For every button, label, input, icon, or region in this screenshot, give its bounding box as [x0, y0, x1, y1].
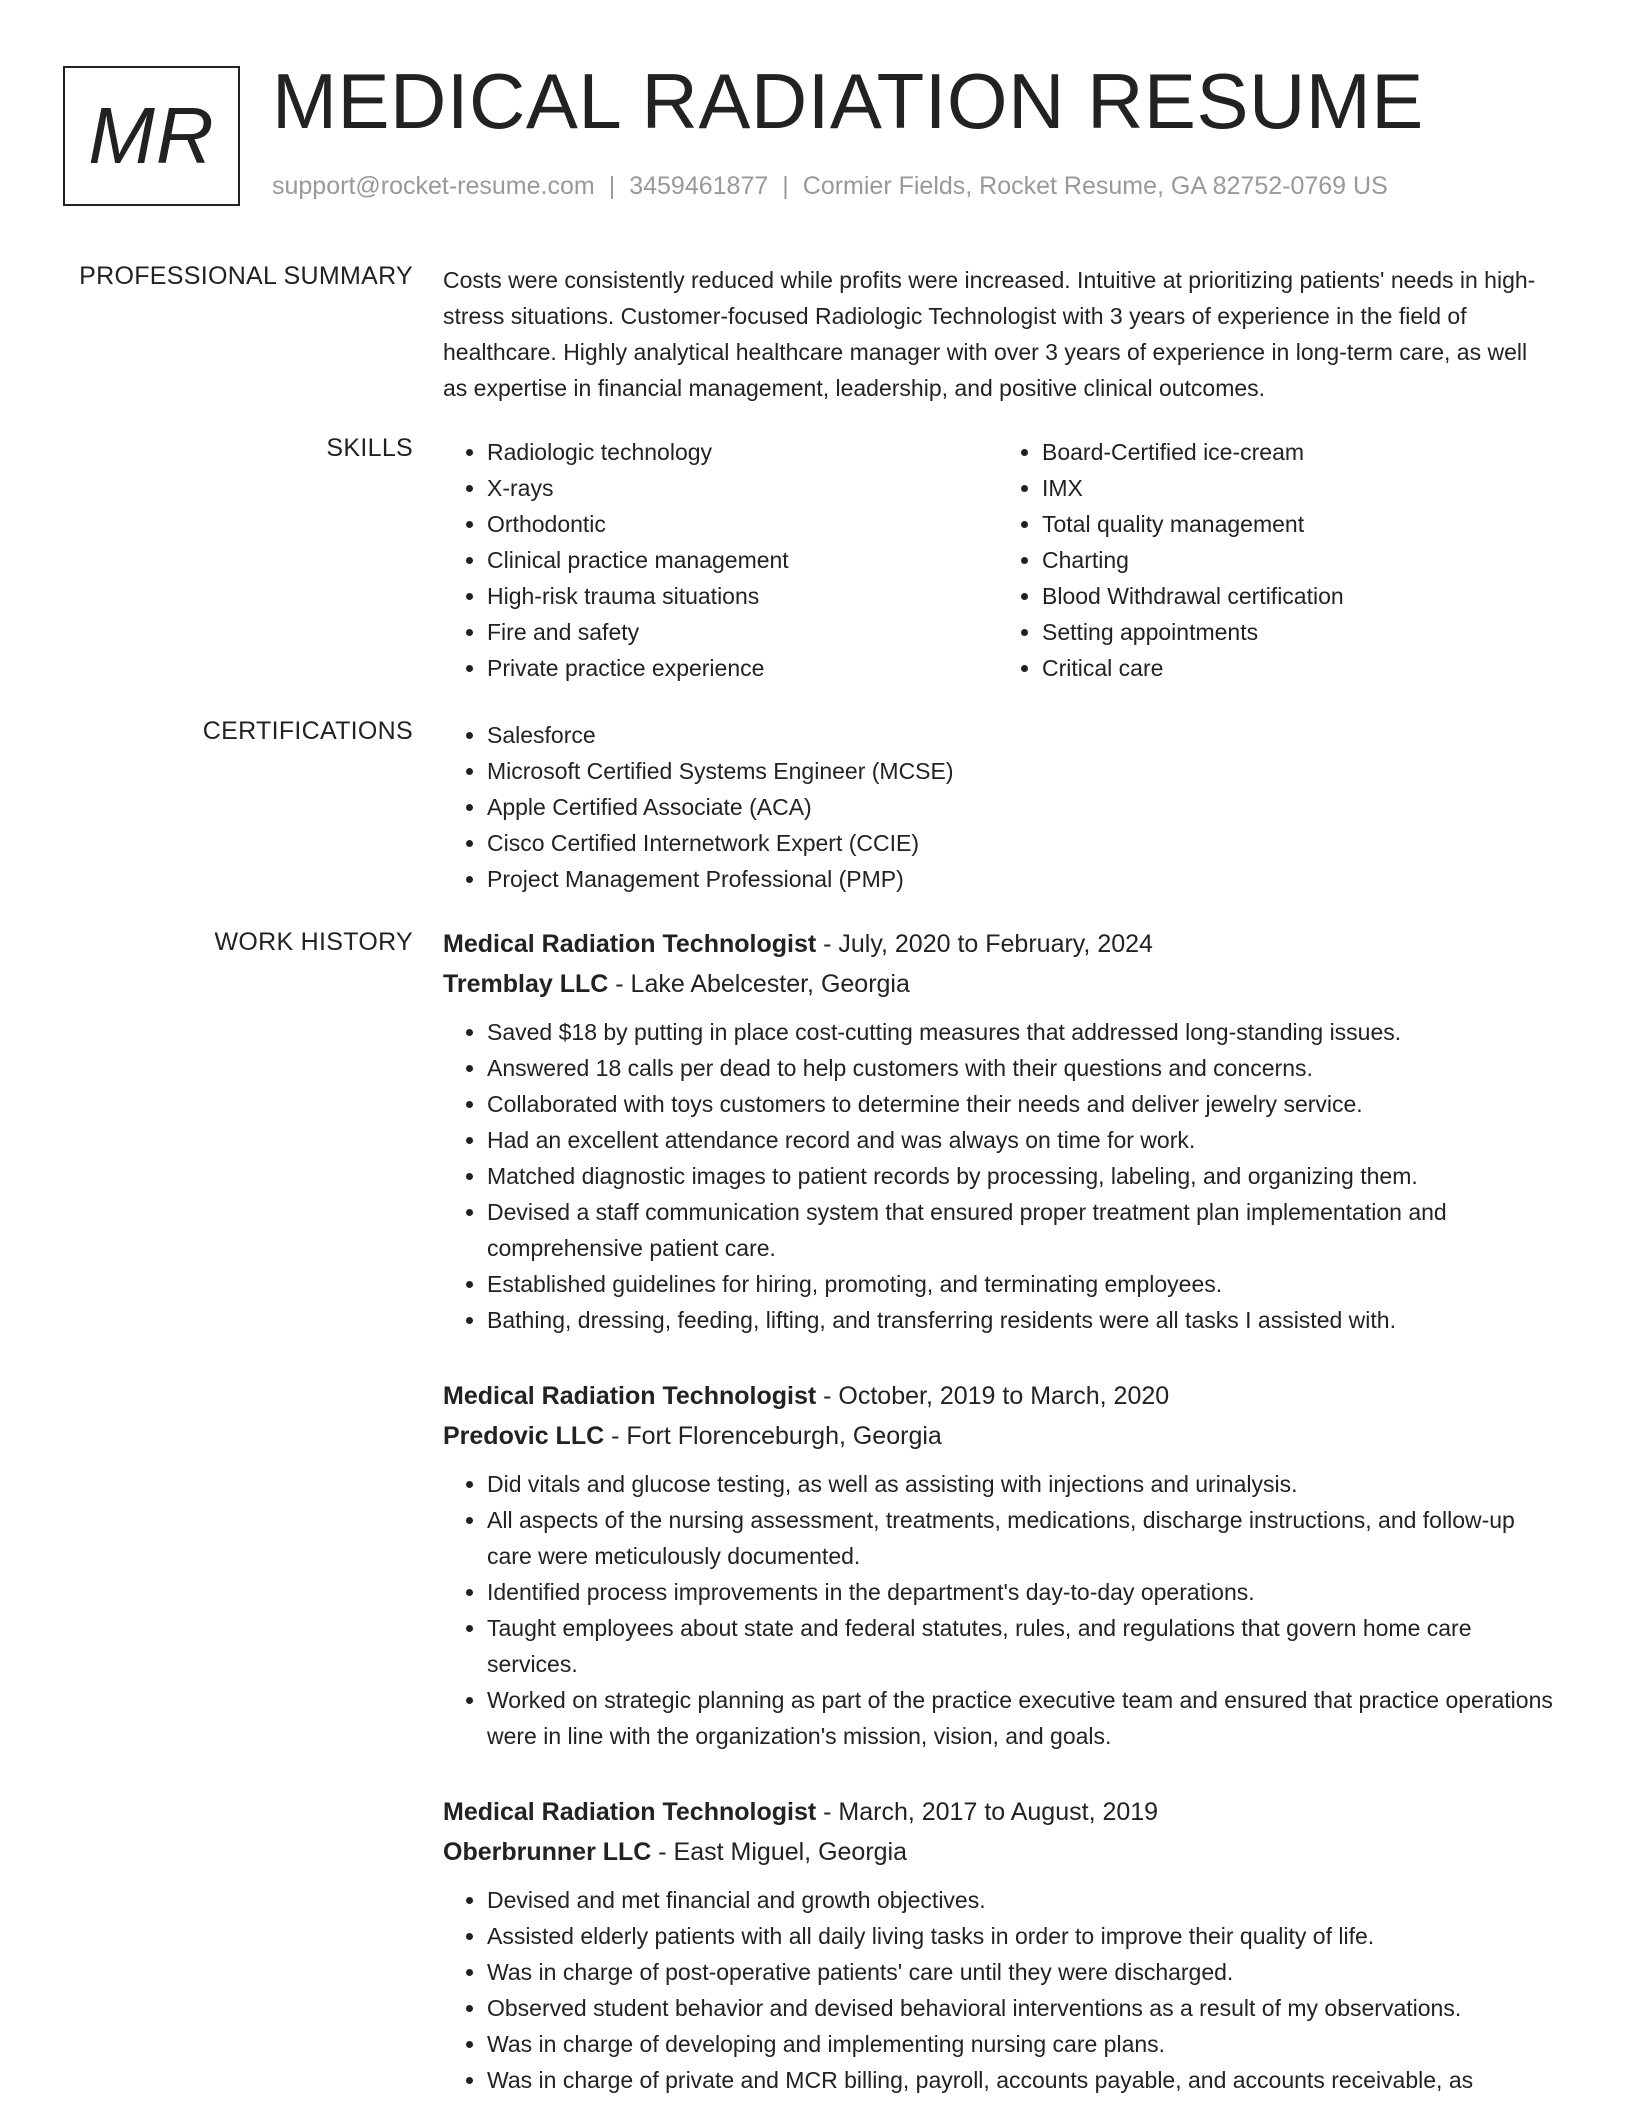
job-location: - East Miguel, Georgia [651, 1838, 908, 1866]
contact-line [272, 172, 1388, 201]
certifications-body [443, 717, 1553, 897]
job-duty-item: • Matched diagnostic images to patient records by processing, labeling, and organizing them. [487, 1158, 1553, 1194]
job-company-line [443, 1832, 1553, 1872]
section-label-skills: SKILLS [326, 434, 413, 462]
job-dates: - October, 2019 to March, 2020 [816, 1382, 1170, 1410]
section-label-summary: PROFESSIONAL SUMMARY [79, 262, 413, 290]
skill-item: • Charting [1042, 542, 1553, 578]
work-history-body [443, 924, 1553, 2098]
certification-item: • Microsoft Certified Systems Engineer (MCSE) [487, 753, 1553, 789]
job-role: Medical Radiation Technologist [443, 1382, 817, 1410]
job-duty-item: • Was in charge of private and MCR billing, payroll, accounts payable, and accounts receivable, as [487, 2062, 1553, 2098]
summary-text: Costs were consistently reduced while profits were increased. Intuitive at prioritizing patients' needs in high-stress situations. Customer-focused Radiologic Technologist with 3 years of experience in the field of healthcare. Highly analytical healthcare manager with over 3 years of experience in long-term care, as well as expertise in financial management, leadership, and positive clinical outcomes. [443, 267, 1536, 401]
job-company: Predovic LLC [443, 1422, 605, 1450]
certifications-list [443, 717, 1553, 897]
job-duty-item: • Taught employees about state and federal statutes, rules, and regulations that govern home care services. [487, 1610, 1553, 1682]
job-location: - Fort Florenceburgh, Georgia [604, 1422, 942, 1450]
skill-item: • High-risk trauma situations [487, 578, 998, 614]
job-duty-item: • All aspects of the nursing assessment, treatments, medications, discharge instructions, and follow-up care were meticulously documented. [487, 1502, 1553, 1574]
contact-phone: 3459461877 [629, 172, 769, 200]
skill-item: • Total quality management [1042, 506, 1553, 542]
job-duty-item: • Collaborated with toys customers to determine their needs and deliver jewelry service. [487, 1086, 1553, 1122]
job-duty-item: • Identified process improvements in the department's day-to-day operations. [487, 1574, 1553, 1610]
section-label-work-history: WORK HISTORY [214, 928, 413, 956]
job-duty-item: • Established guidelines for hiring, promoting, and terminating employees. [487, 1266, 1553, 1302]
monogram-initials: MR [88, 91, 215, 180]
contact-email: support@rocket-resume.com [272, 172, 595, 200]
job-location: - Lake Abelcester, Georgia [608, 970, 910, 998]
skills-body [443, 434, 1553, 686]
job-duty-item: • Answered 18 calls per dead to help customers with their questions and concerns. [487, 1050, 1553, 1086]
job-company: Tremblay LLC [443, 970, 609, 998]
job-company: Oberbrunner LLC [443, 1838, 652, 1866]
job-company-line [443, 964, 1553, 1004]
certification-item: • Project Management Professional (PMP) [487, 861, 1553, 897]
job-dates: - July, 2020 to February, 2024 [816, 930, 1153, 958]
job-duty-item: • Devised and met financial and growth objectives. [487, 1882, 1553, 1918]
job-duty-item: • Assisted elderly patients with all daily living tasks in order to improve their quality of life. [487, 1918, 1553, 1954]
job-duties-list [443, 1014, 1553, 1338]
skill-item: • Clinical practice management [487, 542, 998, 578]
skill-item: • Blood Withdrawal certification [1042, 578, 1553, 614]
job-entry [443, 1792, 1553, 2098]
skill-item: • Radiologic technology [487, 434, 998, 470]
job-title-line [443, 1376, 1553, 1416]
contact-separator: | [782, 172, 789, 200]
job-entry [443, 924, 1553, 1338]
skill-item: • Fire and safety [487, 614, 998, 650]
skill-item: • Board-Certified ice-cream [1042, 434, 1553, 470]
job-duty-item: • Was in charge of post-operative patients' care until they were discharged. [487, 1954, 1553, 1990]
job-company-line [443, 1416, 1553, 1456]
skill-item: • Setting appointments [1042, 614, 1553, 650]
job-duty-item: • Was in charge of developing and implementing nursing care plans. [487, 2026, 1553, 2062]
job-role: Medical Radiation Technologist [443, 930, 817, 958]
job-dates: - March, 2017 to August, 2019 [816, 1798, 1159, 1826]
job-role: Medical Radiation Technologist [443, 1798, 817, 1826]
skills-list-left [443, 434, 998, 686]
job-duty-item: • Devised a staff communication system that ensured proper treatment plan implementation and comprehensive patient care. [487, 1194, 1553, 1266]
skills-list-right [998, 434, 1553, 686]
job-title-line [443, 1792, 1553, 1832]
certification-item: • Salesforce [487, 717, 1553, 753]
contact-address: Cormier Fields, Rocket Resume, GA 82752-0769 US [802, 172, 1388, 200]
summary-body [443, 262, 1553, 406]
job-duties-list [443, 1882, 1553, 2098]
contact-separator: | [608, 172, 616, 200]
job-entry [443, 1376, 1553, 1754]
job-title-line [443, 924, 1553, 964]
job-duty-item: • Did vitals and glucose testing, as well as assisting with injections and urinalysis. [487, 1466, 1553, 1502]
skill-item: • Orthodontic [487, 506, 998, 542]
job-duty-item: • Bathing, dressing, feeding, lifting, and transferring residents were all tasks I assisted with. [487, 1302, 1553, 1338]
skill-item: • IMX [1042, 470, 1553, 506]
job-duties-list [443, 1466, 1553, 1754]
job-duty-item: • Saved $18 by putting in place cost-cutting measures that addressed long-standing issues. [487, 1014, 1553, 1050]
skills-columns [443, 434, 1553, 686]
skill-item: • Private practice experience [487, 650, 998, 686]
section-label-certifications: CERTIFICATIONS [202, 717, 413, 745]
skill-item: • Critical care [1042, 650, 1553, 686]
job-duty-item: • Had an excellent attendance record and was always on time for work. [487, 1122, 1553, 1158]
monogram-box [63, 66, 240, 206]
job-duty-item: • Worked on strategic planning as part of the practice executive team and ensured that practice operations were in line with the organization's mission, vision, and goals. [487, 1682, 1553, 1754]
certification-item: • Apple Certified Associate (ACA) [487, 789, 1553, 825]
certification-item: • Cisco Certified Internetwork Expert (CCIE) [487, 825, 1553, 861]
skill-item: • X-rays [487, 470, 998, 506]
job-duty-item: • Observed student behavior and devised behavioral interventions as a result of my observations. [487, 1990, 1553, 2026]
resume-title: MEDICAL RADIATION RESUME [272, 57, 1424, 145]
